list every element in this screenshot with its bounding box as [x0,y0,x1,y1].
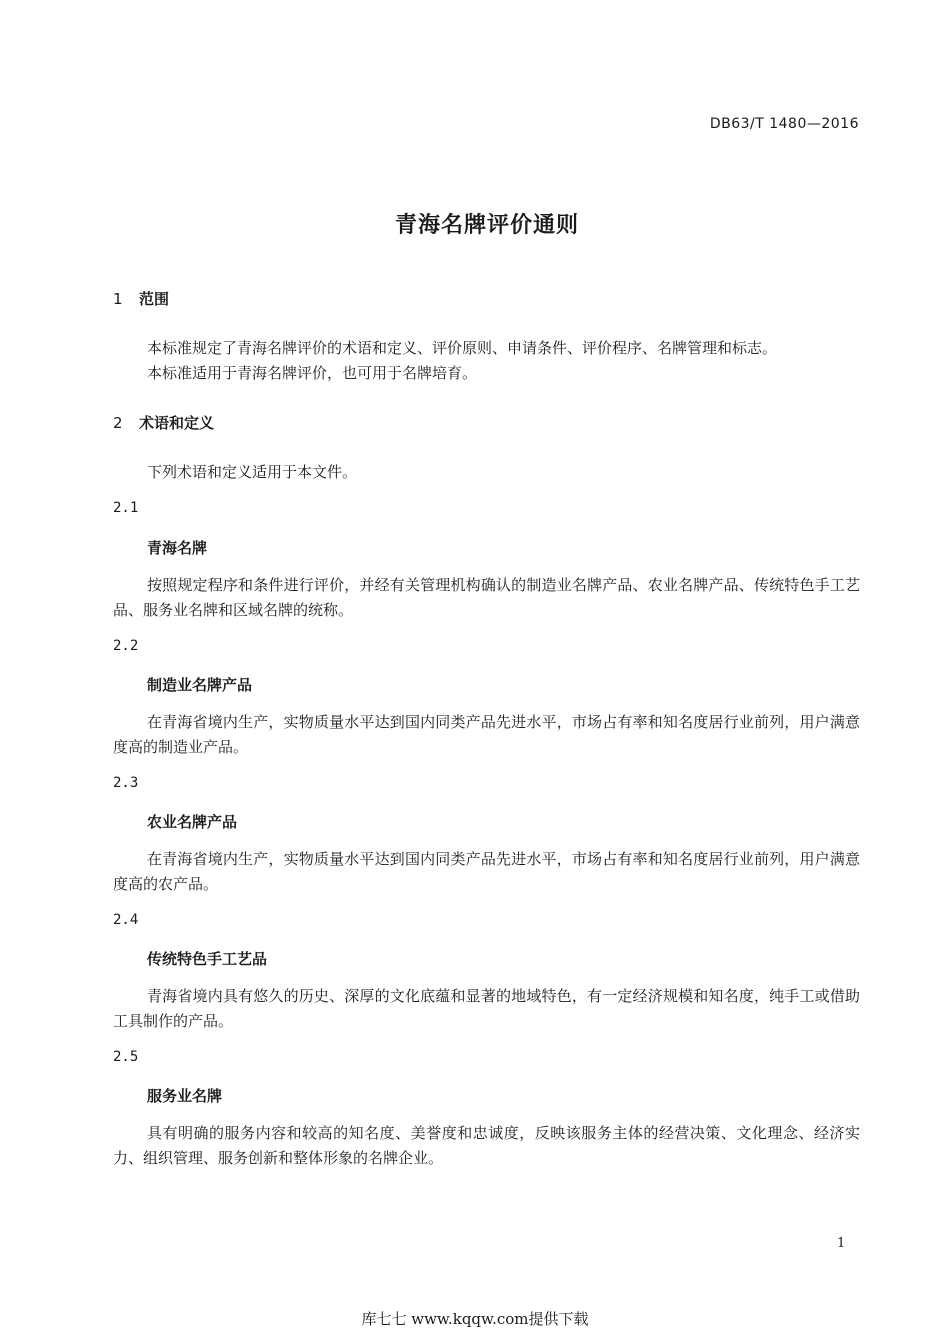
clause-2-1-definition: 按照规定程序和条件进行评价，并经有关管理机构确认的制造业名牌产品、农业名牌产品、传统特色手工艺品、服务业名牌和区域名牌的统称。 [113,576,860,619]
clause-2-1-number: 2.1 [113,500,139,516]
clause-2-4-number: 2.4 [113,912,139,928]
section-2-heading [113,412,214,433]
page-number: 1 [837,1236,846,1251]
section-1-heading [113,288,169,309]
section-1-title: 范围 [139,290,170,308]
clause-2-2-definition: 在青海省境内生产，实物质量水平达到国内同类产品先进水平，市场占有率和知名度居行业前列，用户满意度高的制造业产品。 [113,713,860,756]
section-1-paragraph-2: 本标准适用于青海名牌评价，也可用于名牌培育。 [147,364,478,382]
clause-2-3-definition: 在青海省境内生产，实物质量水平达到国内同类产品先进水平，市场占有率和知名度居行业前列，用户满意度高的农产品。 [113,850,860,893]
clause-2-4-term: 传统特色手工艺品 [147,950,268,968]
section-2-intro: 下列术语和定义适用于本文件。 [147,463,358,481]
clause-2-3-term: 农业名牌产品 [147,813,238,831]
clause-2-5-definition: 具有明确的服务内容和较高的知名度、美誉度和忠诚度，反映该服务主体的经营决策、文化理念、经济实力、组织管理、服务创新和整体形象的名牌企业。 [113,1124,860,1167]
clause-2-2-term: 制造业名牌产品 [147,676,253,694]
section-2-number: 2 [113,414,123,432]
footer-download-note: 库七七 www.kqqw.com提供下载 [361,1310,589,1328]
clause-2-2-number: 2.2 [113,638,139,654]
clause-2-5-term: 服务业名牌 [147,1087,223,1105]
clause-2-3-number: 2.3 [113,775,139,791]
section-1-paragraph-1: 本标准规定了青海名牌评价的术语和定义、评价原则、申请条件、评价程序、名牌管理和标志。 [147,339,778,357]
document-title: 青海名牌评价通则 [394,213,579,238]
clause-2-5-number: 2.5 [113,1049,139,1065]
document-code: DB63/T 1480—2016 [709,116,859,132]
clause-2-1-term: 青海名牌 [147,539,208,557]
clause-2-4-definition: 青海省境内具有悠久的历史、深厚的文化底蕴和显著的地域特色，有一定经济规模和知名度，纯手工或借助工具制作的产品。 [113,987,860,1030]
section-2-title: 术语和定义 [139,414,215,432]
section-1-number: 1 [113,290,123,308]
